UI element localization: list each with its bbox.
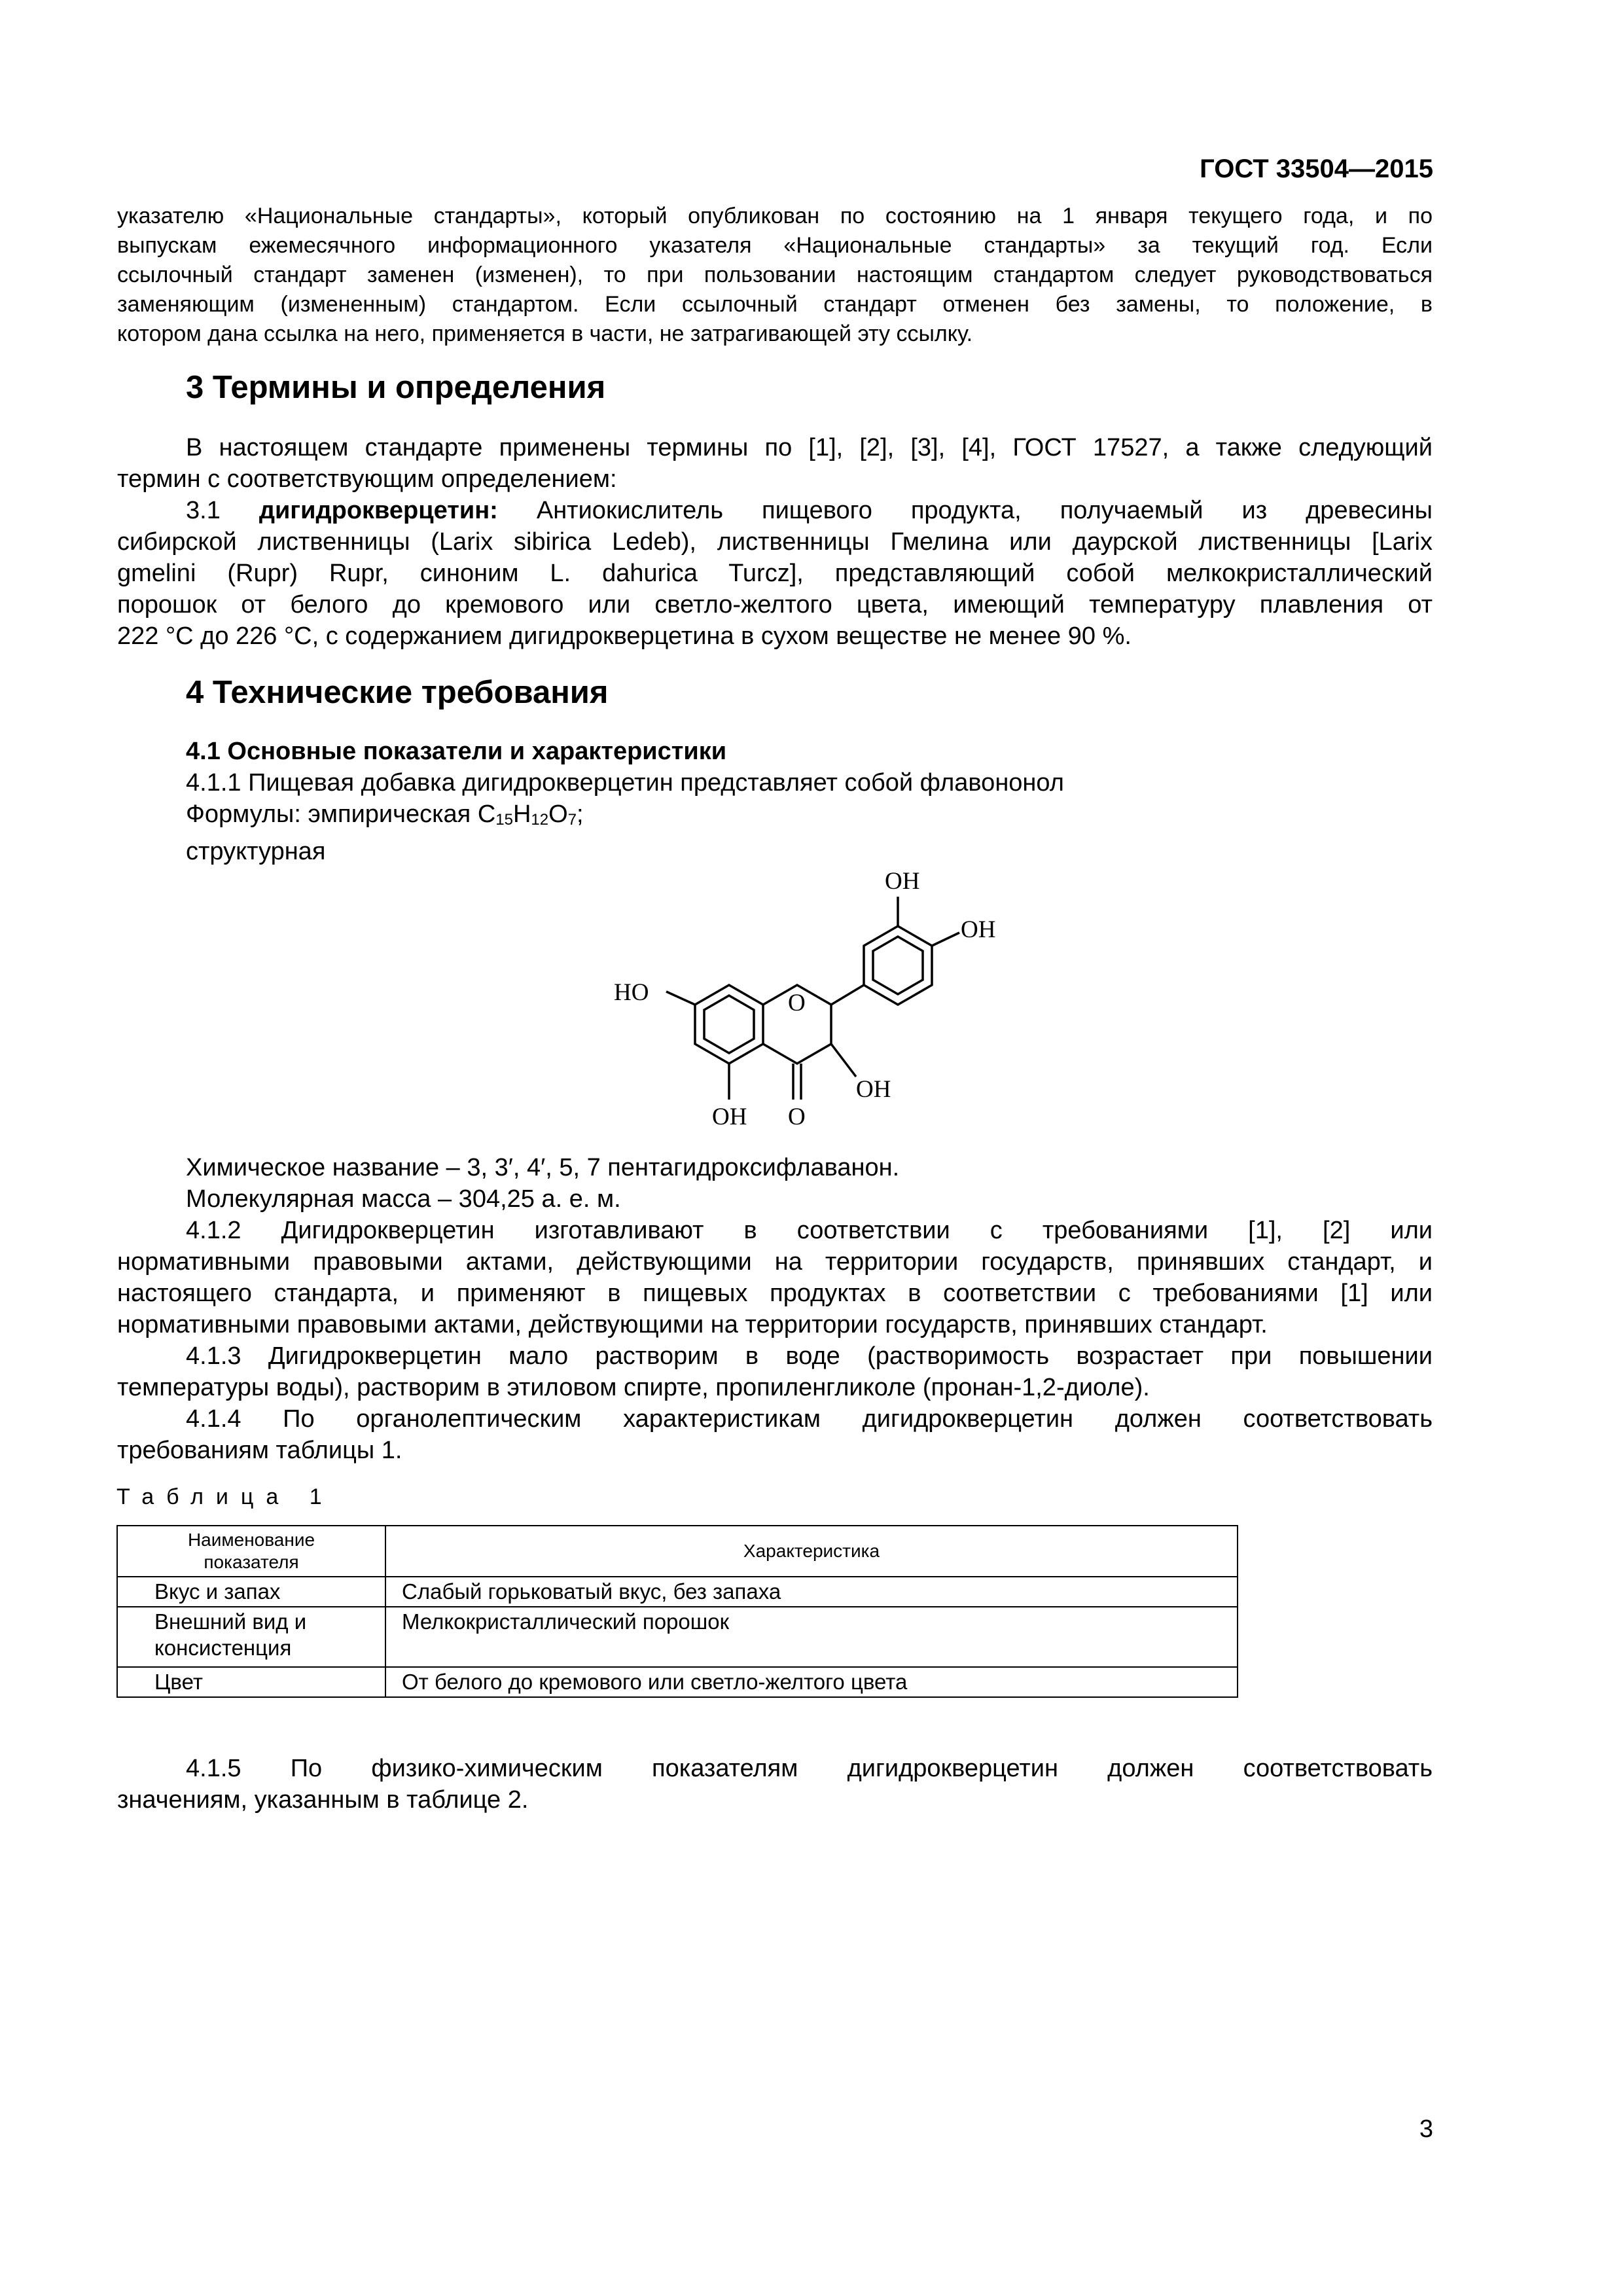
paragraph-4-1-3-line: температуры воды), растворим в этиловом спирте, пропиленгликоле (пронан-1,2-диоле). (117, 1374, 1150, 1401)
paragraph-4-1-2-line: 4.1.2 Дигидрокверцетин изготавливают в соответствии с требованиями [1], [2] или (186, 1217, 1433, 1244)
subsection-4-1-heading: 4.1 Основные показатели и характеристики (186, 738, 727, 765)
table-1 (116, 1525, 1238, 1698)
section-3-heading: 3 Термины и определения (186, 370, 606, 405)
ring-b-inner (873, 937, 923, 994)
indicator-cell: Внешний вид и консистенция (117, 1607, 385, 1667)
paragraph-4-1-2-line: настоящего стандарта, и применяют в пищевых продуктах в соответствии с требованиями [1] или (117, 1280, 1433, 1307)
characteristic-cell: Мелкокристаллический порошок (385, 1607, 1238, 1667)
paragraph-4-1-1: 4.1.1 Пищевая добавка дигидрокверцетин представляет собой флавононол (186, 769, 1064, 797)
term-definition-line: gmelini (Rupr) Rupr, синоним L. dahurica Turcz], представляющий собой мелкокристаллический (117, 560, 1433, 587)
table-row (117, 1607, 1238, 1667)
term-definition-line: порошок от белого до кремового или светло-желтого цвета, имеющий температуру плавления от (117, 591, 1433, 619)
indicator-cell: Цвет (117, 1667, 385, 1697)
section-4-1-5 (117, 1753, 1433, 1816)
paragraph-4-1-2-line: нормативными правовыми актами, действующими на территории государств, принявших стандарт. (117, 1311, 1268, 1338)
column-header-characteristic: Характеристика (385, 1526, 1238, 1577)
column-header-indicator: Наименование показателя (117, 1526, 385, 1577)
paragraph-4-1-4-line: 4.1.4 По органолептическим характеристикам дигидрокверцетин должен соответствовать (186, 1405, 1433, 1433)
indicator-cell: Вкус и запах (117, 1577, 385, 1607)
paragraph-4-1-3-line: 4.1.3 Дигидрокверцетин мало растворим в воде (растворимость возрастает при повышении (186, 1342, 1433, 1370)
structural-label: структурная (186, 838, 326, 865)
term-definition-line (117, 495, 1433, 526)
oh-right-label: OH (961, 916, 996, 943)
paragraph-4-1-4-line: требованиям таблицы 1. (117, 1437, 402, 1464)
structural-formula (589, 851, 1060, 1152)
oh-bottom-label: OH (712, 1103, 747, 1130)
characteristic-cell: Слабый горьковатый вкус, без запаха (385, 1577, 1238, 1607)
ketone-oxygen-label: O (788, 1103, 806, 1130)
intro-line: указателю «Национальные стандарты», который опубликован по состоянию на 1 января текущего года, и по (117, 204, 1433, 228)
intro-line: котором дана ссылка на него, применяется в части, не затрагивающей эту ссылку. (117, 321, 973, 346)
table-row (117, 1667, 1238, 1697)
section-3-body (117, 432, 1433, 652)
standard-header: ГОСТ 33504—2015 (1200, 154, 1433, 183)
term-definition-line: сибирской лиственницы (Larix sibirica Ledeb), лиственницы Гмелина или даурской лиственницы [Larix (117, 528, 1433, 556)
term-definition-start: Антиокислитель пищевого продукта, получаемый из древесины (536, 497, 1433, 524)
section-4-continued (117, 1152, 1433, 1466)
molecular-mass: Молекулярная масса – 304,25 а. е. м. (186, 1185, 621, 1213)
ring-a-inner (704, 996, 754, 1053)
intro-line: выпускам ежемесячного информационного указателя «Национальные стандарты» за текущий год. Если (117, 233, 1433, 258)
para-line: В настоящем стандарте применены термины по [1], [2], [3], [4], ГОСТ 17527, а также следующий (186, 434, 1433, 461)
ho-left-label: HO (614, 979, 649, 1006)
table-header-row (117, 1526, 1238, 1577)
intro-paragraph (117, 202, 1433, 349)
intro-line: заменяющим (измененным) стандартом. Если ссылочный стандарт отменен без замены, то положение, в (117, 292, 1433, 317)
term-number: 3.1 (186, 497, 221, 524)
table-row (117, 1577, 1238, 1607)
characteristic-cell: От белого до кремового или светло-желтого цвета (385, 1667, 1238, 1697)
paragraph-4-1-2-line: нормативными правовыми актами, действующими на территории государств, принявших стандарт, и (117, 1248, 1433, 1276)
oh-c3-label: OH (856, 1076, 891, 1103)
intro-line: ссылочный стандарт заменен (изменен), то при пользовании настоящим стандартом следует руководствоваться (117, 262, 1433, 287)
ring-oxygen-label: O (788, 990, 806, 1016)
term-name: дигидрокверцетин: (259, 497, 498, 524)
section-4-heading: 4 Технические требования (186, 675, 609, 710)
section-4-1-block (117, 736, 1433, 867)
oh-top-label: OH (885, 868, 920, 895)
paragraph-4-1-5-line: 4.1.5 По физико-химическим показателям дигидрокверцетин должен соответствовать (186, 1755, 1433, 1782)
chemical-name: Химическое название – 3, 3′, 4′, 5, 7 пентагидроксифлаванон. (186, 1154, 900, 1181)
paragraph-4-1-5-line: значениям, указанным в таблице 2. (117, 1786, 529, 1814)
term-definition-line: 222 °С до 226 °С, с содержанием дигидрокверцетина в сухом веществе не менее 90 %. (117, 622, 1132, 650)
page-number: 3 (1419, 2115, 1433, 2143)
para-line: термин с соответствующим определением: (117, 465, 617, 493)
empirical-formula: Формулы: эмпирическая $С_{15}Н_{12}О_7$; (186, 800, 584, 829)
table-1-caption: Таблица 1 (116, 1484, 334, 1509)
